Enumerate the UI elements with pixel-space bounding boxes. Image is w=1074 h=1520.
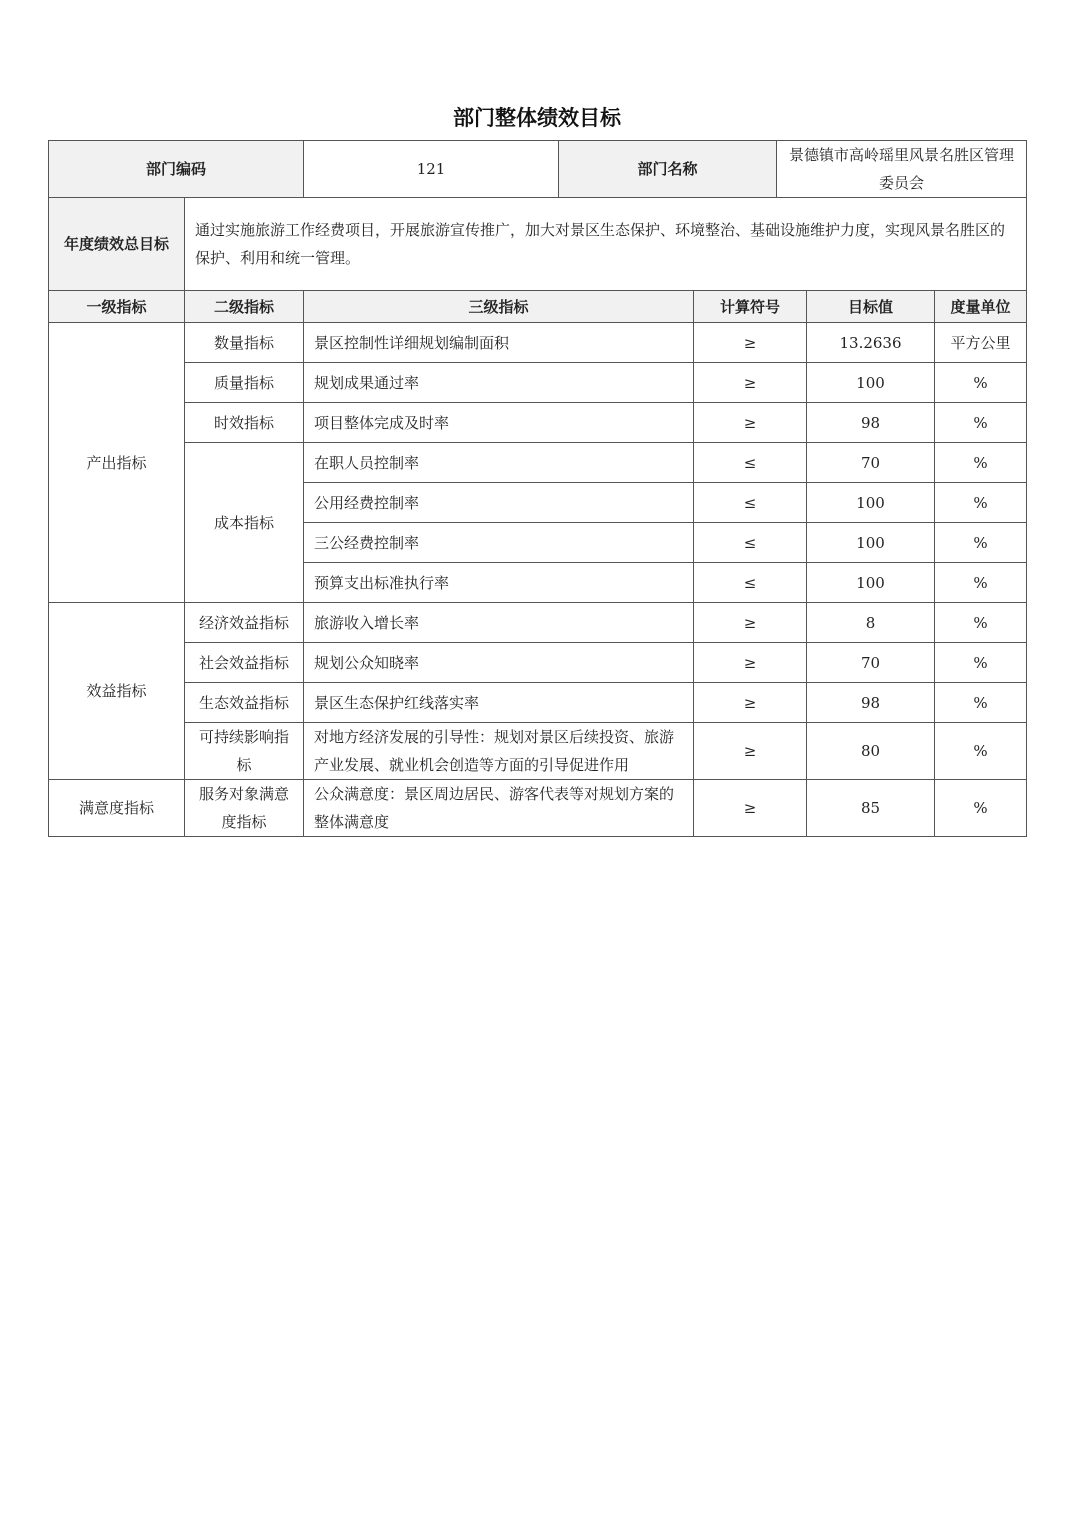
level2-cell: 可持续影响指标 (185, 723, 304, 780)
unit-cell: % (935, 363, 1027, 403)
dept-code-value: 121 (304, 141, 559, 198)
level2-cell: 质量指标 (185, 363, 304, 403)
symbol-cell: ≥ (694, 323, 807, 363)
header-target: 目标值 (807, 291, 935, 323)
dept-code-label: 部门编码 (49, 141, 304, 198)
unit-cell: % (935, 523, 1027, 563)
target-cell: 13.2636 (807, 323, 935, 363)
target-cell: 100 (807, 363, 935, 403)
unit-cell: % (935, 643, 1027, 683)
target-cell: 100 (807, 563, 935, 603)
unit-cell: % (935, 563, 1027, 603)
table-row (49, 443, 1027, 483)
level2-cell: 服务对象满意度指标 (185, 780, 304, 837)
target-cell: 100 (807, 483, 935, 523)
performance-goal-table (48, 140, 1027, 198)
target-cell: 70 (807, 643, 935, 683)
table-row (49, 603, 1027, 643)
level2-cell: 成本指标 (185, 443, 304, 603)
column-header-row (49, 291, 1027, 323)
unit-cell: % (935, 683, 1027, 723)
header-unit: 度量单位 (935, 291, 1027, 323)
level2-cell: 社会效益指标 (185, 643, 304, 683)
level2-cell: 时效指标 (185, 403, 304, 443)
dept-info-row (49, 141, 1027, 198)
group-benefit: 效益指标 (49, 603, 185, 780)
unit-cell: % (935, 603, 1027, 643)
symbol-cell: ≥ (694, 403, 807, 443)
symbol-cell: ≥ (694, 780, 807, 837)
level2-cell: 经济效益指标 (185, 603, 304, 643)
target-cell: 98 (807, 403, 935, 443)
target-cell: 85 (807, 780, 935, 837)
unit-cell: % (935, 723, 1027, 780)
dept-name-value: 景德镇市高岭瑶里风景名胜区管理委员会 (777, 141, 1027, 198)
level3-cell: 预算支出标准执行率 (304, 563, 694, 603)
level3-cell: 景区控制性详细规划编制面积 (304, 323, 694, 363)
symbol-cell: ≤ (694, 483, 807, 523)
unit-cell: % (935, 483, 1027, 523)
header-level2: 二级指标 (185, 291, 304, 323)
level3-cell: 旅游收入增长率 (304, 603, 694, 643)
symbol-cell: ≥ (694, 643, 807, 683)
symbol-cell: ≥ (694, 683, 807, 723)
symbol-cell: ≥ (694, 603, 807, 643)
level3-cell: 公用经费控制率 (304, 483, 694, 523)
unit-cell: % (935, 403, 1027, 443)
level3-cell: 规划公众知晓率 (304, 643, 694, 683)
header-symbol: 计算符号 (694, 291, 807, 323)
annual-goal-label: 年度绩效总目标 (49, 198, 185, 291)
group-output: 产出指标 (49, 323, 185, 603)
unit-cell: % (935, 443, 1027, 483)
table-row (49, 780, 1027, 837)
target-cell: 98 (807, 683, 935, 723)
symbol-cell: ≤ (694, 563, 807, 603)
level3-cell: 三公经费控制率 (304, 523, 694, 563)
level3-cell: 项目整体完成及时率 (304, 403, 694, 443)
annual-goal-row (49, 198, 1027, 291)
target-cell: 100 (807, 523, 935, 563)
symbol-cell: ≤ (694, 443, 807, 483)
target-cell: 8 (807, 603, 935, 643)
group-satisfaction: 满意度指标 (49, 780, 185, 837)
symbol-cell: ≤ (694, 523, 807, 563)
page-title: 部门整体绩效目标 (453, 106, 621, 130)
table-row (49, 683, 1027, 723)
level2-cell: 生态效益指标 (185, 683, 304, 723)
level2-cell: 数量指标 (185, 323, 304, 363)
level3-cell: 规划成果通过率 (304, 363, 694, 403)
level3-cell: 对地方经济发展的引导性：规划对景区后续投资、旅游产业发展、就业机会创造等方面的引导促进作用 (304, 723, 694, 780)
target-cell: 80 (807, 723, 935, 780)
dept-name-label: 部门名称 (559, 141, 777, 198)
symbol-cell: ≥ (694, 723, 807, 780)
target-cell: 70 (807, 443, 935, 483)
unit-cell: % (935, 780, 1027, 837)
level3-cell: 在职人员控制率 (304, 443, 694, 483)
table-row (49, 723, 1027, 780)
table-row (49, 643, 1027, 683)
level3-cell: 景区生态保护红线落实率 (304, 683, 694, 723)
indicator-table (48, 197, 1027, 837)
table-row (49, 403, 1027, 443)
header-level3: 三级指标 (304, 291, 694, 323)
annual-goal-text: 通过实施旅游工作经费项目，开展旅游宣传推广，加大对景区生态保护、环境整治、基础设施维护力度，实现风景名胜区的保护、利用和统一管理。 (185, 198, 1027, 291)
table-row (49, 363, 1027, 403)
table-row (49, 323, 1027, 363)
symbol-cell: ≥ (694, 363, 807, 403)
level3-cell: 公众满意度：景区周边居民、游客代表等对规划方案的整体满意度 (304, 780, 694, 837)
header-level1: 一级指标 (49, 291, 185, 323)
unit-cell: 平方公里 (935, 323, 1027, 363)
